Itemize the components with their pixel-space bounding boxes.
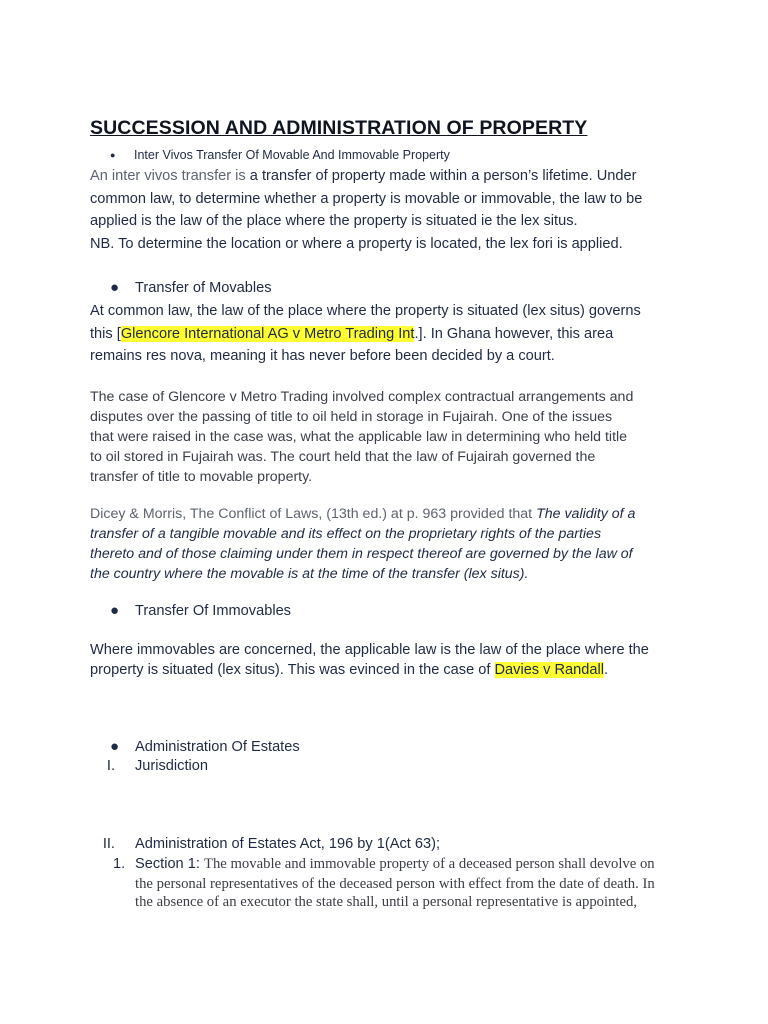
- roman-item-estates-act: [100, 836, 440, 852]
- bullet-administration-estates: [110, 738, 300, 755]
- list-number: 1.: [113, 856, 126, 872]
- bullet-icon: ●: [110, 150, 116, 160]
- bullet-immovables-label: Transfer Of Immovables: [135, 603, 291, 619]
- para3-line4: to oil stored in Fujairah was. The court held that the law of Fujairah governed the: [90, 449, 596, 465]
- roman-item-jurisdiction: [103, 758, 208, 774]
- para2-line3: remains res nova, meaning it has never before been decided by a court.: [90, 348, 555, 364]
- para3-line3: that were raised in the case was, what the applicable law in determining who held title: [90, 429, 628, 445]
- paragraph-glencore-case: [90, 387, 682, 487]
- roman-item-label: Administration of Estates Act, 196 by 1(Act 63);: [135, 836, 440, 852]
- bullet-admin-label: Administration Of Estates: [135, 739, 300, 755]
- para1-lead: An inter vivos transfer is: [90, 168, 246, 184]
- paragraph-inter-vivos: [90, 165, 682, 255]
- para1-line3: applied is the law of the place where the property is situated ie the lex situs.: [90, 213, 578, 229]
- roman-numeral: I.: [106, 758, 115, 774]
- para3-line2: disputes over the passing of title to oil held in storage in Fujairah. One of the issues: [90, 409, 613, 425]
- bullet-icon: ●: [110, 279, 120, 296]
- quote-line3: thereto and of those claiming under them in respect thereof are governed by the law of: [90, 546, 633, 562]
- para2-line1: At common law, the law of the place where the property is situated (lex situs) governs: [90, 303, 641, 319]
- case-citation-glencore: Glencore International AG v Metro Trading Int: [120, 325, 415, 342]
- roman-item-label: Jurisdiction: [135, 758, 208, 774]
- quote-line1: The validity of a: [536, 506, 636, 522]
- bullet-transfer-movables: [110, 279, 272, 296]
- quote-line4: the country where the movable is at the time of the transfer (lex situs).: [90, 566, 529, 582]
- para1-rest: a transfer of property made within a person’s lifetime. Under: [245, 168, 637, 184]
- paragraph-common-law: [90, 300, 682, 368]
- bullet-icon: ●: [110, 602, 120, 619]
- para3-line1: The case of Glencore v Metro Trading involved complex contractual arrangements and: [90, 389, 634, 405]
- case-citation-davies: Davies v Randall: [494, 662, 605, 678]
- para5-pre: property is situated (lex situs). This was evinced in the case of: [90, 662, 495, 678]
- para5-post: .: [604, 662, 609, 678]
- para5-line1: Where immovables are concerned, the applicable law is the law of the place where the: [90, 642, 649, 658]
- section1-line1: The movable and immovable property of a deceased person shall devolve on: [203, 856, 655, 872]
- para2-post: .]. In Ghana however, this area: [414, 325, 614, 342]
- quote-line2: transfer of a tangible movable and its effect on the proprietary rights of the parties: [90, 526, 602, 542]
- bullet-transfer-immovables: [110, 602, 291, 619]
- document-title: SUCCESSION AND ADMINISTRATION OF PROPERTY: [90, 117, 588, 139]
- para4-lead: Dicey & Morris, The Conflict of Laws, (13th ed.) at p. 963 provided that: [90, 506, 537, 522]
- para2-pre: this [: [90, 325, 121, 342]
- paragraph-dicey-morris: [90, 504, 682, 584]
- bullet-movables-label: Transfer of Movables: [135, 280, 272, 296]
- numbered-item-section1: [113, 856, 655, 873]
- roman-numeral: II.: [102, 836, 115, 852]
- para1-line2: common law, to determine whether a property is movable or immovable, the law to be: [90, 190, 643, 207]
- para1-line4: NB. To determine the location or where a property is located, the lex fori is applied.: [90, 235, 623, 252]
- bullet-icon: ●: [110, 738, 120, 755]
- section1-line2: the personal representatives of the deceased person with effect from the date of death. In: [135, 876, 655, 892]
- bullet-inter-vivos: [110, 148, 450, 162]
- paragraph-immovables: [90, 640, 682, 680]
- section1-label: Section 1:: [135, 856, 204, 872]
- para3-line5: transfer of title to movable property.: [90, 469, 313, 485]
- bullet-inter-vivos-label: Inter Vivos Transfer Of Movable And Immovable Property: [134, 148, 450, 162]
- section1-line3: the absence of an executor the state shall, until a personal representative is appointed,: [135, 894, 638, 910]
